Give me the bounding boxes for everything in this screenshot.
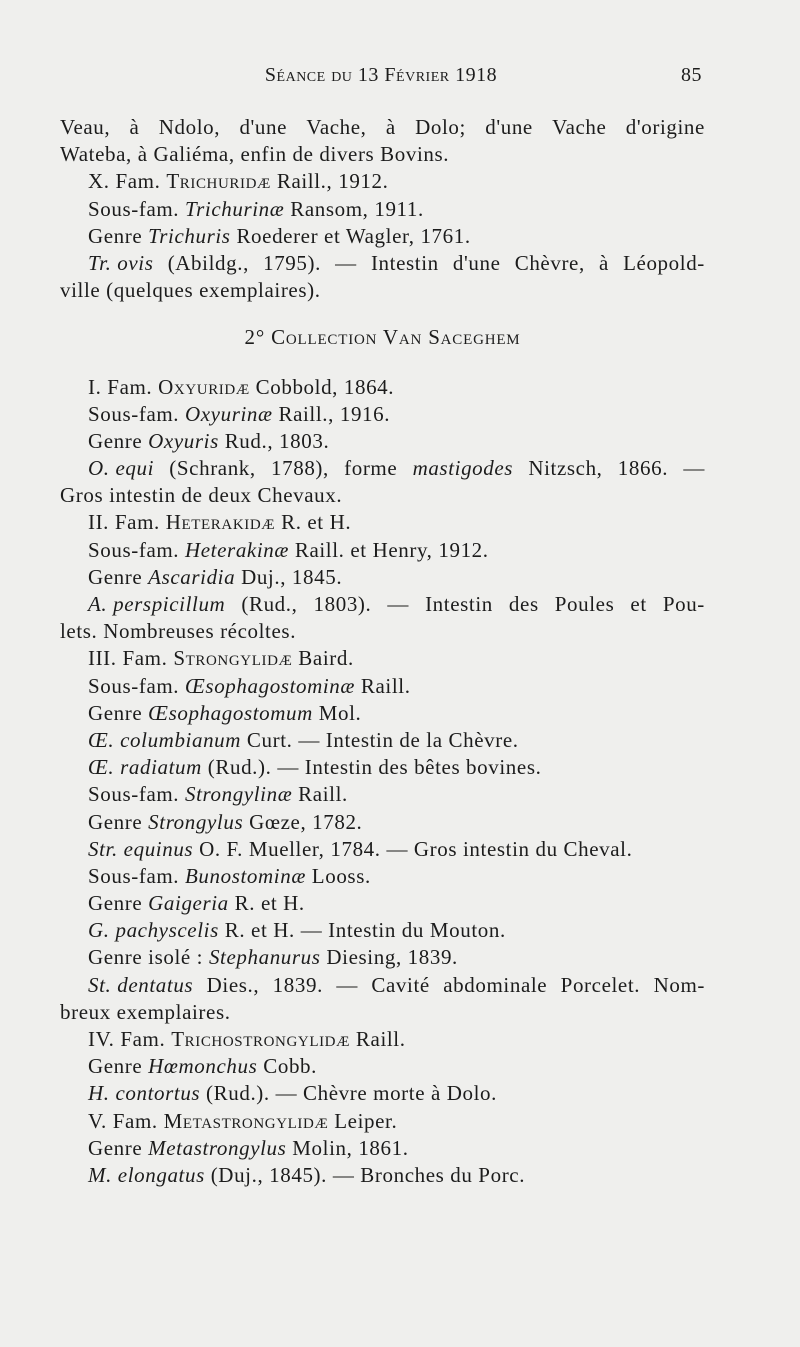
section-title: 2° Collection Van Saceghem bbox=[244, 325, 521, 350]
text-span: (Duj., 1845). — Bronches du Porc. bbox=[204, 1162, 526, 1187]
text-span: Looss. bbox=[305, 863, 371, 888]
text-span: V. Fam. bbox=[88, 1108, 164, 1133]
species-line bbox=[60, 836, 705, 863]
text-span: Molin, 1861. bbox=[286, 1135, 409, 1160]
word: Dolo; bbox=[415, 115, 466, 139]
text-span: X. Fam. bbox=[88, 169, 167, 194]
subfamily-line bbox=[60, 401, 705, 428]
text-line: Gros intestin de deux Chevaux. bbox=[60, 483, 343, 508]
text-span: (Rud.). — Intestin des bêtes bovines. bbox=[201, 755, 542, 780]
text-span: Stephanurus bbox=[208, 945, 321, 970]
text-span: — bbox=[387, 592, 410, 616]
text-span: Sous-fam. bbox=[88, 782, 185, 807]
word: Ndolo, bbox=[158, 115, 221, 139]
text-span: Oxyuris bbox=[148, 428, 219, 453]
text-span: II. Fam. bbox=[88, 510, 166, 535]
word: à bbox=[129, 115, 140, 139]
text-span: Genre bbox=[88, 223, 149, 248]
text-span: Mol. bbox=[312, 700, 362, 725]
text-span: Tr. ovis bbox=[88, 250, 154, 275]
text-span: G. pachyscelis bbox=[88, 918, 219, 943]
species-line bbox=[60, 1162, 705, 1189]
text-span: R. et H. bbox=[228, 891, 305, 916]
text-span: Genre bbox=[88, 1054, 149, 1079]
species-line bbox=[60, 250, 705, 277]
text-span: 1866. bbox=[617, 456, 669, 481]
text-span: — bbox=[336, 972, 358, 997]
word: Veau, bbox=[60, 115, 111, 139]
text-span: Str. equinus bbox=[88, 836, 194, 861]
text-span: R. et H. bbox=[275, 510, 352, 535]
text-span: (Abildg., bbox=[167, 250, 249, 275]
subfamily-line bbox=[60, 196, 705, 223]
subfamily-line bbox=[60, 673, 705, 700]
text-span: forme bbox=[344, 456, 398, 481]
running-title: Séance du 13 Février 1918 bbox=[264, 64, 498, 86]
text-span: des bbox=[508, 592, 539, 616]
text-span: (Rud., bbox=[241, 592, 298, 616]
genus-line bbox=[60, 564, 705, 591]
text-span: M. elongatus bbox=[88, 1162, 205, 1187]
text-span: Strongylidæ bbox=[173, 646, 293, 671]
text-span: Raill., 1912. bbox=[270, 169, 389, 194]
word: Vache, bbox=[306, 115, 367, 139]
text-span: Œ. radiatum bbox=[88, 755, 202, 780]
text-span: Sous-fam. bbox=[88, 537, 185, 562]
text-span: Poules bbox=[554, 592, 615, 616]
text-span: O. F. Mueller, 1784. — Gros intestin du Cheval. bbox=[193, 836, 633, 861]
text-span: Metastrongylidæ bbox=[163, 1108, 329, 1133]
text-span: — bbox=[335, 250, 357, 275]
family-heading bbox=[60, 374, 705, 401]
text-line: Wateba, à Galiéma, enfin de divers Bovins. bbox=[60, 142, 450, 167]
genus-line bbox=[60, 890, 705, 917]
text-line: ville (quelques exemplaires). bbox=[60, 278, 321, 303]
text-span: III. Fam. bbox=[88, 646, 174, 671]
text-span: Hœmonchus bbox=[148, 1054, 258, 1079]
text-span: et bbox=[630, 592, 647, 616]
text-span: Œsophagostominæ bbox=[185, 673, 356, 698]
text-span: Diesing, 1839. bbox=[320, 945, 458, 970]
text-span: Porcelet. bbox=[560, 972, 641, 997]
text-span: 1803). bbox=[313, 592, 372, 616]
text-span: Trichuridæ bbox=[166, 169, 271, 194]
word: Vache bbox=[552, 115, 607, 139]
text-span: Sous-fam. bbox=[88, 401, 185, 426]
text-span: Leiper. bbox=[328, 1108, 398, 1133]
subfamily-line bbox=[60, 863, 705, 890]
text-span: Metastrongylus bbox=[148, 1135, 287, 1160]
species-line bbox=[60, 1080, 705, 1107]
text-span: Genre bbox=[88, 700, 149, 725]
text-span: Genre bbox=[88, 809, 149, 834]
text-span: Heterakidæ bbox=[165, 510, 276, 535]
word: d'origine bbox=[625, 115, 705, 139]
page-number: 85 bbox=[681, 64, 702, 86]
text-span: Roederer et Wagler, 1761. bbox=[230, 223, 471, 248]
text-span: Genre bbox=[88, 564, 149, 589]
text-span: Genre isolé : bbox=[88, 945, 209, 970]
family-heading bbox=[60, 1026, 705, 1053]
text-span: à bbox=[599, 250, 609, 275]
text-span: Genre bbox=[88, 1135, 149, 1160]
text-span: abdominale bbox=[443, 972, 548, 997]
text-span: Œsophagostomum bbox=[148, 700, 313, 725]
text-span: I. Fam. bbox=[88, 374, 159, 399]
text-span: Raill., 1916. bbox=[272, 401, 391, 426]
text-span: Trichostrongylidæ bbox=[171, 1027, 351, 1051]
genus-line bbox=[60, 1135, 705, 1162]
family-heading bbox=[60, 1108, 705, 1135]
text-span: Baird. bbox=[292, 646, 354, 671]
text-span: Duj., 1845. bbox=[235, 564, 343, 589]
genus-line bbox=[60, 809, 705, 836]
text-span: Sous-fam. bbox=[88, 863, 185, 888]
text-span: Léopold- bbox=[623, 250, 705, 275]
text-span: Œ. columbianum bbox=[88, 727, 242, 752]
text-span: Oxyurinæ bbox=[185, 401, 273, 426]
text-span: Bunostominæ bbox=[185, 863, 306, 888]
subfamily-line bbox=[60, 781, 705, 808]
text-span: Ascaridia bbox=[148, 564, 236, 589]
genus-line bbox=[60, 700, 705, 727]
running-header bbox=[60, 64, 702, 94]
genus-line bbox=[60, 944, 705, 971]
text-line: lets. Nombreuses récoltes. bbox=[60, 619, 297, 644]
text-line: breux exemplaires. bbox=[60, 999, 231, 1024]
word: d'une bbox=[485, 115, 533, 139]
text-span: Cobbold, 1864. bbox=[249, 374, 395, 399]
text-span: Dies., bbox=[206, 972, 260, 997]
species-line bbox=[60, 917, 705, 944]
text-span: A. perspicillum bbox=[88, 592, 226, 616]
text-span: Raill. bbox=[355, 673, 411, 698]
text-span: Heterakinæ bbox=[185, 537, 289, 562]
text-span: Strongylus bbox=[148, 809, 244, 834]
text-span: Genre bbox=[88, 891, 149, 916]
text-span: Rud., 1803. bbox=[218, 428, 330, 453]
species-line bbox=[60, 972, 705, 999]
text-line bbox=[60, 114, 705, 141]
family-heading bbox=[60, 168, 705, 195]
text-span: Chèvre, bbox=[514, 250, 585, 275]
text-span: St. dentatus bbox=[88, 972, 194, 997]
text-span: Nom- bbox=[653, 972, 705, 997]
text-span: — bbox=[683, 456, 705, 481]
text-span: Intestin bbox=[425, 592, 493, 616]
text-span: Gœze, 1782. bbox=[243, 809, 363, 834]
text-span: Genre bbox=[88, 428, 149, 453]
text-span: 1795). bbox=[263, 250, 321, 275]
word: d'une bbox=[239, 115, 288, 139]
text-span: Ransom, 1911. bbox=[284, 196, 424, 221]
text-span: IV. Fam. bbox=[88, 1027, 172, 1051]
genus-line bbox=[60, 223, 705, 250]
genus-line bbox=[60, 428, 705, 455]
text-span: R. et H. — Intestin du Mouton. bbox=[218, 918, 506, 943]
text-span: 1788), bbox=[271, 456, 329, 481]
text-span: Sous-fam. bbox=[88, 673, 185, 698]
species-line bbox=[60, 455, 705, 482]
text-span: (Rud.). — Chèvre morte à Dolo. bbox=[200, 1081, 497, 1106]
text-span: H. contortus bbox=[88, 1081, 201, 1106]
text-span: Raill. bbox=[350, 1027, 406, 1051]
genus-line bbox=[60, 1053, 705, 1080]
text-span: (Schrank, bbox=[169, 456, 256, 481]
text-span: Curt. — Intestin de la Chèvre. bbox=[241, 727, 519, 752]
text-span: Gaigeria bbox=[148, 891, 229, 916]
species-line bbox=[60, 754, 705, 781]
text-span: Trichurinæ bbox=[185, 196, 285, 221]
text-span: Pou- bbox=[662, 592, 705, 616]
text-span: Raill. et Henry, 1912. bbox=[288, 537, 489, 562]
page-body bbox=[60, 114, 705, 1189]
text-span: O. equi bbox=[88, 456, 155, 481]
species-line bbox=[60, 727, 705, 754]
text-span: Trichuris bbox=[148, 223, 231, 248]
text-span: mastigodes bbox=[412, 456, 514, 481]
species-line bbox=[60, 591, 705, 618]
family-heading bbox=[60, 509, 705, 536]
text-span: Oxyuridæ bbox=[158, 374, 250, 399]
text-span: Raill. bbox=[292, 782, 348, 807]
family-heading bbox=[60, 645, 705, 672]
text-span: Sous-fam. bbox=[88, 196, 185, 221]
subfamily-line bbox=[60, 537, 705, 564]
text-span: 1839. bbox=[272, 972, 323, 997]
word: à bbox=[385, 115, 396, 139]
text-span: d'une bbox=[452, 250, 501, 275]
text-span: Strongylinæ bbox=[185, 782, 293, 807]
text-span: Nitzsch, bbox=[528, 456, 603, 481]
text-span: Intestin bbox=[370, 250, 439, 275]
text-span: Cobb. bbox=[257, 1054, 317, 1079]
text-span: Cavité bbox=[371, 972, 430, 997]
